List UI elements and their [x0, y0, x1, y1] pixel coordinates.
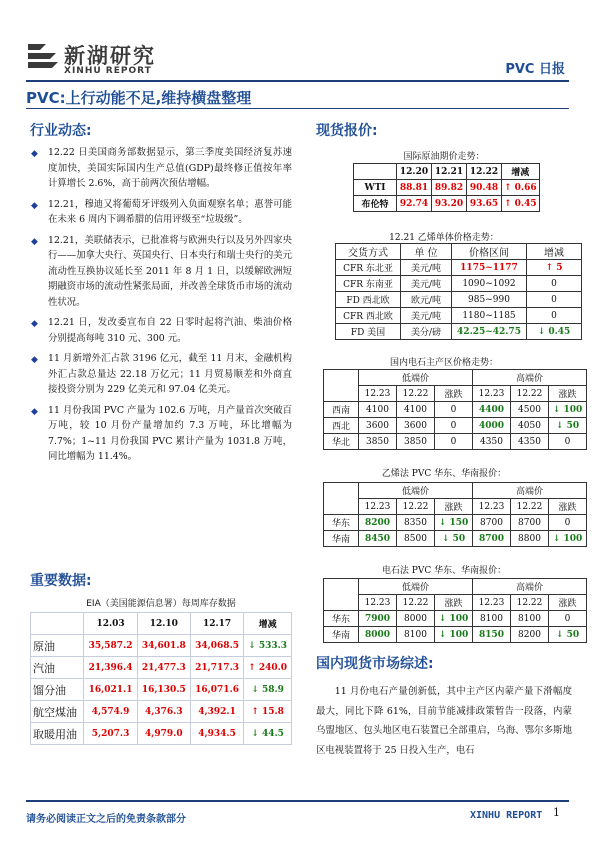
- low-today-cell: 3850: [359, 434, 397, 450]
- eia-value-cell: 21,477.3: [137, 657, 190, 679]
- brand-name-en: XINHU REPORT: [64, 66, 152, 76]
- high-today-cell: 8700: [473, 515, 511, 531]
- news-text: 11 月新增外汇占款 3196 亿元，截至 11 月末，金融机构外汇占款总量达 22.18 万亿元；11 月贸易顺差和外商直接投资分别为 229 亿美元和 97.04 亿美元。: [48, 353, 292, 395]
- diamond-bullet-icon: ◆: [31, 406, 38, 417]
- eia-value-cell: 5,207.3: [84, 723, 137, 745]
- high-today-cell: 8150: [473, 627, 511, 643]
- vcm-header-cell: 增减: [527, 244, 582, 260]
- high-today-cell: 4350: [473, 434, 511, 450]
- date-header-cell: 12.22: [397, 595, 435, 611]
- report-type: PVC 日报: [505, 62, 565, 77]
- eia-value-cell: 16,071.6: [190, 679, 243, 701]
- diamond-bullet-icon: ◆: [31, 149, 38, 159]
- region-label: 华东: [324, 515, 359, 531]
- low-change-cell: 0: [435, 418, 473, 434]
- vcm-range-cell: 42.25~42.75: [452, 324, 527, 340]
- high-prev-cell: 4350: [511, 434, 549, 450]
- vcm-change-cell: 0: [527, 292, 582, 308]
- high-change-cell: 0: [549, 515, 587, 531]
- region-label: 华南: [324, 627, 359, 643]
- crude-value-cell: ↑ 0.45: [502, 196, 540, 212]
- date-header-cell: 涨跌: [549, 595, 587, 611]
- date-header-cell: 涨跌: [435, 595, 473, 611]
- corner-cell: [324, 370, 359, 402]
- crude-value-cell: ↑ 0.66: [502, 180, 540, 196]
- group-header-row: [324, 579, 587, 595]
- eia-value-cell: 16,130.5: [137, 679, 190, 701]
- vcm-unit-cell: 美分/磅: [401, 324, 452, 340]
- high-today-cell: 8100: [473, 611, 511, 627]
- eia-row-label: 航空煤油: [31, 701, 84, 723]
- vcm-header-row: [336, 244, 582, 260]
- section-spot-prices: 现货报价:: [316, 123, 378, 139]
- diamond-bullet-icon: ◆: [31, 200, 38, 211]
- date-header-cell: 12.23: [359, 499, 397, 515]
- date-header-cell: 12.22: [511, 499, 549, 515]
- high-prev-cell: 8100: [511, 611, 549, 627]
- eia-value-cell: 34,068.5: [190, 635, 243, 657]
- eia-header-cell: [31, 613, 84, 635]
- high-prev-cell: 8200: [511, 627, 549, 643]
- xinhu-logo-icon: [26, 42, 60, 70]
- vcm-unit-cell: 美元/吨: [401, 308, 452, 324]
- brand-name-cn: 新湖研究: [64, 44, 156, 68]
- ethylene-pvc-title: 乙烯法 PVC 华东、华南报价：: [381, 469, 507, 479]
- table-row: [354, 180, 540, 196]
- table-row: [336, 276, 582, 292]
- footer-divider: [26, 800, 569, 802]
- crude-value-cell: 93.65: [467, 196, 502, 212]
- vcm-range-cell: 1180~1185: [452, 308, 527, 324]
- low-price-header: 低端价: [359, 579, 473, 595]
- eia-row-label: 馏分油: [31, 679, 84, 701]
- eia-header-cell: 12.10: [137, 613, 190, 635]
- low-price-header: 低端价: [359, 483, 473, 499]
- group-header-row: [324, 370, 587, 386]
- calcium-pvc-title: 电石法 PVC 华东、华南报价：: [381, 566, 507, 576]
- vcm-table-title: 12.21 乙烯单体价格走势：: [389, 233, 499, 243]
- news-item: [30, 403, 292, 465]
- vcm-header-cell: 交货方式: [336, 244, 401, 260]
- eia-row-label: 取暖用油: [31, 723, 84, 745]
- table-row: [324, 611, 587, 627]
- low-change-cell: 0: [435, 434, 473, 450]
- eia-change-cell: ↑ 15.8: [244, 701, 292, 723]
- crude-row-label: 布伦特: [354, 196, 397, 212]
- news-item: [30, 315, 292, 346]
- low-today-cell: 4100: [359, 402, 397, 418]
- date-header-cell: 涨跌: [549, 386, 587, 402]
- crude-header-cell: 12.21: [432, 164, 467, 180]
- low-prev-cell: 8000: [397, 611, 435, 627]
- page-number: 1: [553, 806, 560, 819]
- eia-change-cell: ↓ 533.3: [244, 635, 292, 657]
- header-divider: [26, 80, 569, 82]
- table-row: [31, 657, 292, 679]
- news-item: [30, 233, 292, 311]
- date-header-cell: 涨跌: [435, 499, 473, 515]
- table-row: [336, 324, 582, 340]
- low-prev-cell: 8500: [397, 531, 435, 547]
- high-change-cell: ↓ 50: [549, 418, 587, 434]
- vcm-delivery-cell: CFR 西北欧: [336, 308, 401, 324]
- diamond-bullet-icon: ◆: [31, 236, 38, 247]
- crude-value-cell: 92.74: [397, 196, 432, 212]
- vcm-header-cell: 单 位: [401, 244, 452, 260]
- low-prev-cell: 3600: [397, 418, 435, 434]
- news-item: [30, 351, 292, 398]
- date-header-cell: 12.22: [397, 499, 435, 515]
- news-text: 11 月份我国 PVC 产量为 102.6 万吨，月产量首次突破百万吨，较 10 月份产量增加约 7.3 万吨，环比增幅为 7.7%；1~11 月份我国 PVC 累计产量为 1031.8 万吨，同比增幅为 11.4%。: [48, 404, 292, 462]
- region-label: 华东: [324, 611, 359, 627]
- date-header-cell: 12.22: [511, 386, 549, 402]
- news-text: 12.21，美联储表示，已批准将与欧洲央行以及另外四家央行——加拿大央行、英国央行、日本央行和瑞士央行的美元流动性互换协议延长至 2011 年 8 月 1 日，以缓解欧洲短期融资市场的流动性紧张局面，并改善全球货币市场的流动性状况。: [48, 234, 292, 308]
- section-market-summary: 国内现货市场综述:: [316, 656, 434, 672]
- eia-value-cell: 35,587.2: [84, 635, 137, 657]
- table-row: [336, 260, 582, 276]
- eia-change-cell: ↓ 44.5: [244, 723, 292, 745]
- market-summary-text: 11 月份电石产量创新低，其中主产区内蒙产量下滑幅度最大，同比下降 61%，目前节能减排政策暂告一段落，内蒙乌盟地区、包头地区电石装置已全部重启，乌海、鄂尔多斯地区电视装置将于 25 日投入生产，电石: [316, 686, 572, 756]
- crude-value-cell: 89.82: [432, 180, 467, 196]
- vcm-unit-cell: 美元/吨: [401, 260, 452, 276]
- vcm-unit-cell: 欧元/吨: [401, 292, 452, 308]
- crude-table-title: 国际原油期价走势：: [403, 152, 485, 162]
- low-today-cell: 8450: [359, 531, 397, 547]
- region-label: 西北: [324, 418, 359, 434]
- eia-value-cell: 21,396.4: [84, 657, 137, 679]
- crude-header-row: [354, 164, 540, 180]
- region-label: 西南: [324, 402, 359, 418]
- table-row: [324, 627, 587, 643]
- table-row: [336, 292, 582, 308]
- high-price-header: 高端价: [473, 483, 587, 499]
- eia-row-label: 原油: [31, 635, 84, 657]
- eia-header-cell: 12.03: [84, 613, 137, 635]
- eia-value-cell: 16,021.1: [84, 679, 137, 701]
- diamond-bullet-icon: ◆: [31, 319, 38, 329]
- vcm-change-cell: ↓ 0.45: [527, 324, 582, 340]
- low-price-header: 低端价: [359, 370, 473, 386]
- date-header-cell: 涨跌: [435, 386, 473, 402]
- date-header-cell: 12.23: [473, 386, 511, 402]
- table-row: [31, 701, 292, 723]
- low-change-cell: ↓ 150: [435, 515, 473, 531]
- crude-row-label: WTI: [354, 180, 397, 196]
- date-header-cell: 12.23: [359, 386, 397, 402]
- crude-header-cell: 增减: [502, 164, 540, 180]
- low-change-cell: ↓ 100: [435, 611, 473, 627]
- corner-cell: [324, 579, 359, 611]
- high-today-cell: 4000: [473, 418, 511, 434]
- crude-header-cell: 12.20: [397, 164, 432, 180]
- vcm-header-cell: 价格区间: [452, 244, 527, 260]
- eia-row-label: 汽油: [31, 657, 84, 679]
- eia-header-cell: 增减: [244, 613, 292, 635]
- low-change-cell: 0: [435, 402, 473, 418]
- news-text: 12.22 日美国商务部数据显示，第三季度美国经济复苏速度加快，美国实际国内生产总值(GDP)最终修正值按年率计算增长 2.6%，高于前两次预估增幅。: [48, 147, 292, 189]
- low-today-cell: 7900: [359, 611, 397, 627]
- table-row: [324, 434, 587, 450]
- date-header-cell: 12.22: [397, 386, 435, 402]
- high-change-cell: ↓ 50: [549, 627, 587, 643]
- news-item: [30, 197, 292, 228]
- crude-oil-table: [353, 163, 540, 212]
- vcm-change-cell: ↑ 5: [527, 260, 582, 276]
- date-header-cell: 12.23: [473, 499, 511, 515]
- vcm-price-table: [335, 243, 582, 340]
- title-divider: [26, 108, 569, 109]
- crude-header-cell: [354, 164, 397, 180]
- region-label: 华南: [324, 531, 359, 547]
- vcm-delivery-cell: CFR 东北亚: [336, 260, 401, 276]
- high-prev-cell: 4500: [511, 402, 549, 418]
- high-change-cell: ↓ 100: [549, 531, 587, 547]
- table-row: [354, 196, 540, 212]
- low-change-cell: ↓ 50: [435, 531, 473, 547]
- corner-cell: [324, 483, 359, 515]
- news-list: [30, 145, 292, 470]
- ethylene-pvc-table: [323, 482, 587, 547]
- eia-inventory-table: [30, 612, 292, 745]
- low-prev-cell: 4100: [397, 402, 435, 418]
- vcm-delivery-cell: CFR 东南亚: [336, 276, 401, 292]
- vcm-range-cell: 1175~1177: [452, 260, 527, 276]
- news-text: 12.21，穆迪又将葡萄牙评级列入负面观察名单；惠誉可能在未来 6 周内下调希腊的信用评级至“垃圾级”。: [48, 198, 292, 225]
- table-row: [324, 402, 587, 418]
- calcium-pvc-table: [323, 578, 587, 643]
- high-prev-cell: 4050: [511, 418, 549, 434]
- table-row: [324, 418, 587, 434]
- low-prev-cell: 3850: [397, 434, 435, 450]
- vcm-range-cell: 1090~1092: [452, 276, 527, 292]
- vcm-range-cell: 985~990: [452, 292, 527, 308]
- table-row: [31, 679, 292, 701]
- footer-brand: XINHU REPORT: [470, 810, 543, 821]
- date-header-cell: 涨跌: [549, 499, 587, 515]
- table-row: [31, 723, 292, 745]
- eia-value-cell: 34,601.8: [137, 635, 190, 657]
- group-header-row: [324, 483, 587, 499]
- high-price-header: 高端价: [473, 579, 587, 595]
- sub-header-row: [324, 595, 587, 611]
- date-header-cell: 12.22: [511, 595, 549, 611]
- table-row: [324, 531, 587, 547]
- high-today-cell: 4400: [473, 402, 511, 418]
- crude-value-cell: 90.48: [467, 180, 502, 196]
- high-prev-cell: 8800: [511, 531, 549, 547]
- diamond-bullet-icon: ◆: [31, 355, 38, 365]
- high-change-cell: 0: [549, 434, 587, 450]
- page-title: PVC:上行动能不足,维持横盘整理: [26, 89, 252, 107]
- sub-header-row: [324, 499, 587, 515]
- low-today-cell: 8200: [359, 515, 397, 531]
- eia-value-cell: 4,392.1: [190, 701, 243, 723]
- news-item: [30, 145, 292, 192]
- eia-table-title: EIA（美国能源信息署）每周库存数据: [86, 599, 236, 609]
- high-change-cell: 0: [549, 611, 587, 627]
- eia-value-cell: 4,574.9: [84, 701, 137, 723]
- section-industry-news: 行业动态:: [30, 123, 92, 139]
- high-price-header: 高端价: [473, 370, 587, 386]
- vcm-delivery-cell: FD 美国: [336, 324, 401, 340]
- high-change-cell: ↓ 100: [549, 402, 587, 418]
- eia-header-row: [31, 613, 292, 635]
- news-text: 12.21 日，发改委宣布自 22 日零时起将汽油、柴油价格分别提高每吨 310 元、300 元。: [48, 317, 292, 344]
- low-today-cell: 3600: [359, 418, 397, 434]
- crude-header-cell: 12.22: [467, 164, 502, 180]
- disclaimer-note: 请务必阅读正文之后的免责条款部分: [26, 814, 186, 825]
- table-row: [31, 635, 292, 657]
- high-today-cell: 8700: [473, 531, 511, 547]
- eia-change-cell: ↑ 240.0: [244, 657, 292, 679]
- date-header-cell: 12.23: [473, 595, 511, 611]
- date-header-cell: 12.23: [359, 595, 397, 611]
- table-row: [324, 515, 587, 531]
- low-today-cell: 8000: [359, 627, 397, 643]
- eia-value-cell: 21,717.3: [190, 657, 243, 679]
- eia-value-cell: 4,376.3: [137, 701, 190, 723]
- calcium-region-title: 国内电石主产区价格走势：: [389, 358, 498, 368]
- eia-header-cell: 12.17: [190, 613, 243, 635]
- low-change-cell: ↓ 100: [435, 627, 473, 643]
- eia-change-cell: ↓ 58.9: [244, 679, 292, 701]
- vcm-change-cell: 0: [527, 276, 582, 292]
- vcm-change-cell: 0: [527, 308, 582, 324]
- crude-value-cell: 88.81: [397, 180, 432, 196]
- low-prev-cell: 8350: [397, 515, 435, 531]
- section-key-data: 重要数据:: [30, 573, 92, 589]
- vcm-unit-cell: 美元/吨: [401, 276, 452, 292]
- calcium-carbide-region-table: [323, 369, 587, 450]
- high-prev-cell: 8700: [511, 515, 549, 531]
- sub-header-row: [324, 386, 587, 402]
- eia-value-cell: 4,979.0: [137, 723, 190, 745]
- vcm-delivery-cell: FD 西北欧: [336, 292, 401, 308]
- eia-value-cell: 4,934.5: [190, 723, 243, 745]
- low-prev-cell: 8100: [397, 627, 435, 643]
- crude-value-cell: 93.20: [432, 196, 467, 212]
- region-label: 华北: [324, 434, 359, 450]
- table-row: [336, 308, 582, 324]
